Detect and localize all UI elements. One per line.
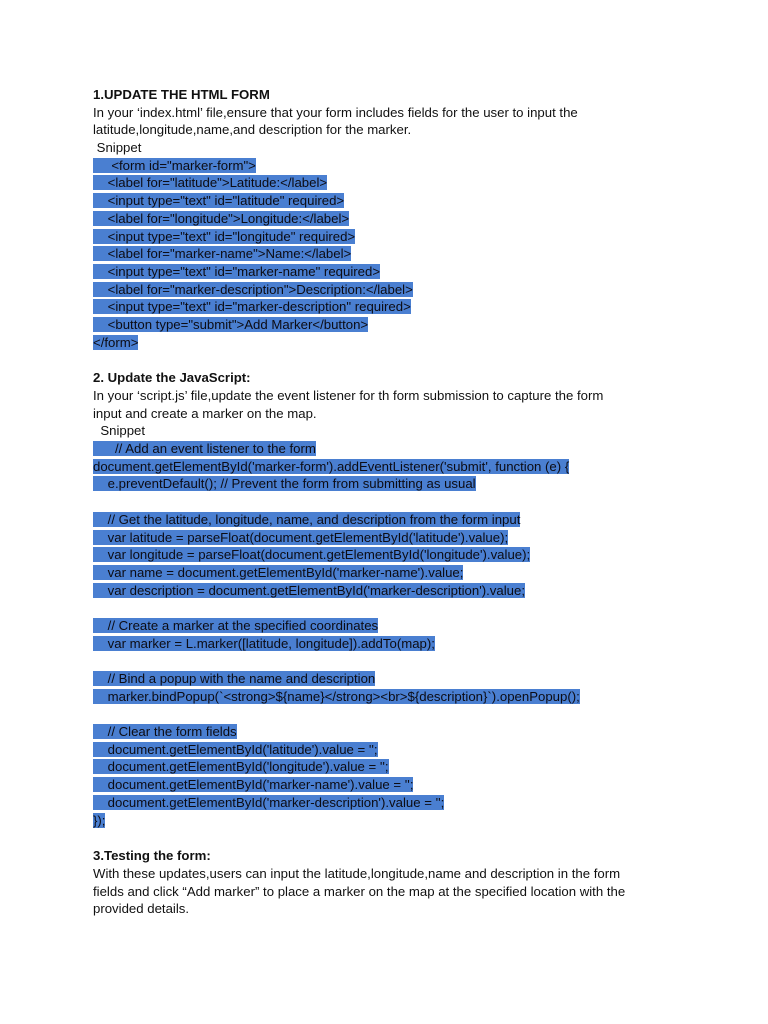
code-line [93,174,713,192]
code-line [93,705,713,723]
code-line [93,263,713,281]
code-line-text: marker.bindPopup(`<strong>${name}</strong><br>${description}`).openPopup(); [93,688,580,704]
code-line [93,529,713,547]
text-line: With these updates,users can input the latitude,longitude,name and description in the form [93,865,621,881]
section3-body [93,865,713,918]
code-line [93,228,713,246]
section2-snippet-label: Snippet [93,423,146,439]
section1-code [93,157,713,352]
section1-heading: 1.UPDATE THE HTML FORM [93,87,270,102]
code-line-text: <input type="text" id="longitude" required> [93,228,356,244]
code-line [93,458,713,476]
code-line [93,546,713,564]
code-line [93,192,713,210]
code-line-text: var latitude = parseFloat(document.getElementById('latitude').value); [93,529,509,545]
code-line-text: <label for="marker-description">Description:</label> [93,281,413,297]
code-line [93,670,713,688]
code-line-text: e.preventDefault(); // Prevent the form from submitting as usual [93,476,476,492]
code-line [93,688,713,706]
code-line [93,298,713,316]
text-line: In your ‘index.html’ file,ensure that your form includes fields for the user to input the [93,104,578,120]
code-line [93,812,713,830]
code-line [93,635,713,653]
text-line: input and create a marker on the map. [93,405,317,421]
code-line-text: <label for="marker-name">Name:</label> [93,246,352,262]
code-line [93,157,713,175]
code-line-text: document.getElementById('marker-form').addEventListener('submit', function (e) { [93,458,570,474]
code-line-text: <input type="text" id="marker-description" required> [93,299,411,315]
code-line-text: <input type="text" id="marker-name" required> [93,263,381,279]
code-line-text: // Bind a popup with the name and description [93,671,376,686]
code-line-text: var name = document.getElementById('marker-name').value; [93,564,464,580]
code-line [93,245,713,263]
code-line [93,617,713,635]
text-line: latitude,longitude,name,and description for the marker. [93,122,412,138]
code-line-text: // Create a marker at the specified coordinates [93,617,379,633]
code-line [93,652,713,670]
code-line-text: <label for="latitude">Latitude:</label> [93,175,328,191]
code-line [93,564,713,582]
code-line-text: <form id="marker-form"> [93,157,256,173]
code-line-text: <input type="text" id="latitude" required> [93,193,345,209]
code-line-text: }); [93,812,106,828]
section1-intro [93,104,713,139]
code-line [93,794,713,812]
code-line [93,723,713,741]
section2-heading: 2. Update the JavaScript: [93,370,251,386]
text-line: In your ‘script.js’ file,update the event listener for th form submission to capture the form [93,388,604,403]
code-line [93,758,713,776]
code-line [93,599,713,617]
document-page [93,86,713,918]
code-line-text: document.getElementById('marker-description').value = ''; [93,794,445,810]
code-line-text: <label for="longitude">Longitude:</label> [93,210,350,226]
code-line-text: var longitude = parseFloat(document.getElementById('longitude').value); [93,547,531,563]
code-line-text: document.getElementById('latitude').value = ''; [93,741,378,757]
code-line [93,440,713,458]
code-line [93,281,713,299]
code-line-text: </form> [93,334,139,350]
code-line-text: document.getElementById('marker-name').value = ''; [93,777,414,793]
code-line [93,741,713,759]
code-line [93,316,713,334]
code-line [93,210,713,228]
code-line-text: var description = document.getElementById('marker-description').value; [93,582,525,598]
text-line: provided details. [93,901,190,917]
code-line-text: var marker = L.marker([latitude, longitude]).addTo(map); [93,635,435,651]
code-line-text: // Clear the form fields [93,724,237,740]
code-line [93,493,713,511]
section3-heading: 3.Testing the form: [93,848,211,864]
section2-code [93,440,713,829]
code-line-text: <button type="submit">Add Marker</button> [93,316,369,332]
code-line [93,475,713,493]
code-line [93,582,713,600]
text-line: fields and click “Add marker” to place a marker on the map at the specified location with the [93,883,626,899]
code-line-text: document.getElementById('longitude').value = ''; [93,759,389,775]
code-line-text: // Add an event listener to the form [93,441,316,457]
section1-snippet-label: Snippet [93,140,142,156]
section2-intro [93,387,713,422]
code-line [93,511,713,529]
code-line [93,776,713,794]
code-line [93,334,713,352]
code-line-text: // Get the latitude, longitude, name, and description from the form input [93,511,521,527]
